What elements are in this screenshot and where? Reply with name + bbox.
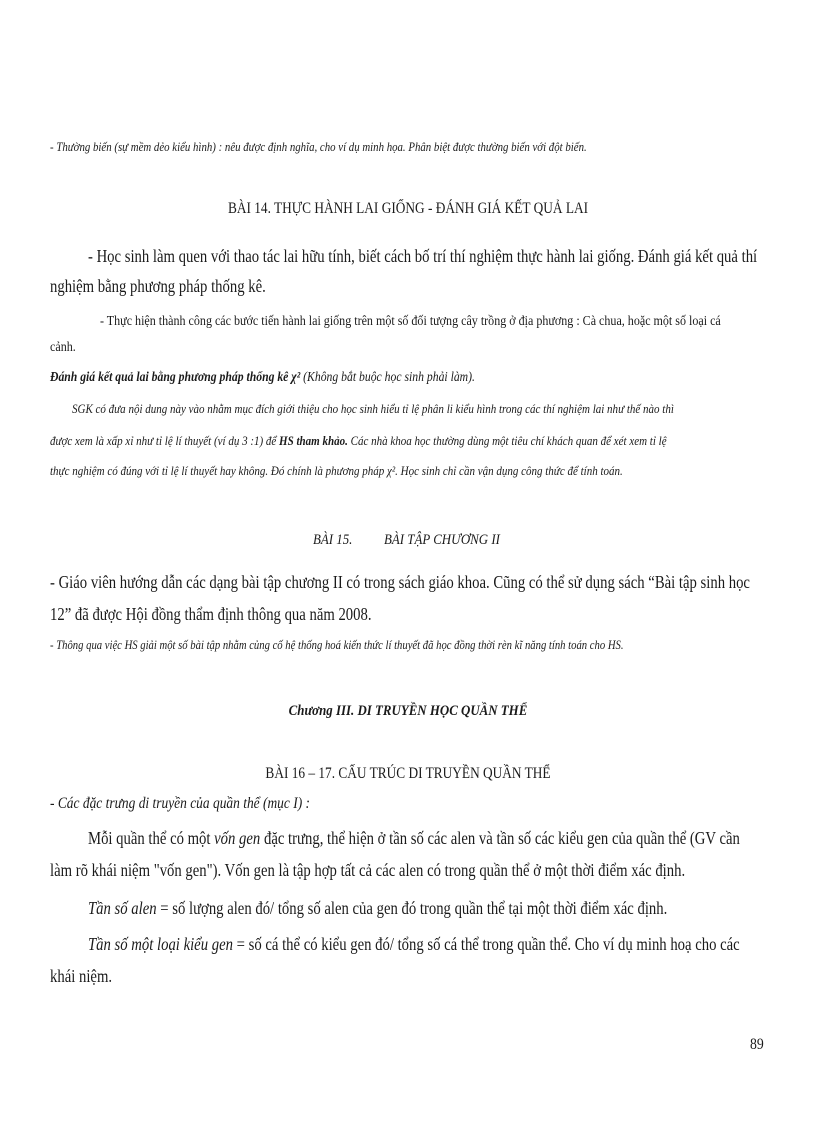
bai14-note-line-1: SGK có đưa nội dung này vào nhằm mục đích giới thiệu cho học sinh hiểu tỉ lệ phân li kiểu hình trong các thí nghiệm lai như thế nào thì (72, 402, 674, 416)
note-line-2-part-a: được xem là xấp xỉ như tỉ lệ lí thuyết (ví dụ 3 :1) để (50, 434, 280, 448)
note-line-2-bold: HS tham khảo. (279, 434, 348, 448)
bai16-subheading: - Các đặc trưng di truyền của quần thể (mục I) : (50, 795, 311, 812)
bai14-body-line-1: - Học sinh làm quen với thao tác lai hữu tính, biết cách bố trí thí nghiệm thực hành lai giống. Đánh giá kết quả thí (88, 246, 758, 266)
p3-definition: = số cá thể có kiểu gen đó/ tổng số cá thể trong quần thể. Cho ví dụ minh hoạ cho các (232, 934, 740, 954)
bai14-small-line-1: - Thực hiện thành công các bước tiến hành lai giống trên một số đối tượng cây trồng ở địa phương : Cà chua, hoặc một số loại cá (100, 314, 721, 329)
bai15-label: BÀI 15. (313, 532, 353, 548)
evaluation-bold: Đánh giá kết quả lai bằng phương pháp thống kê χ² (50, 369, 301, 384)
p1-part-c: đặc trưng, thể hiện ở tần số các alen và tần số các kiểu gen của quần thể (GV cần (260, 828, 740, 848)
bai16-title: BÀI 16 – 17. CẤU TRÚC DI TRUYỀN QUẦN THỂ (265, 765, 551, 782)
note-line-2-part-c: Các nhà khoa học thường dùng một tiêu chí khách quan để xét xem tỉ lệ (347, 434, 667, 448)
bai14-note-line-2 (50, 434, 667, 449)
bai14-evaluation-heading (50, 369, 475, 385)
bai15-line-1: - Giáo viên hướng dẫn các dạng bài tập chương II có trong sách giáo khoa. Cũng có thể sử dụng sách “Bài tập sinh học (50, 572, 750, 592)
intro-variation-line: - Thường biến (sự mềm dẻo kiểu hình) : nêu được định nghĩa, cho ví dụ minh họa. Phân biệt được thường biến với đột biến. (50, 140, 587, 154)
bai16-para-1-line-1 (88, 828, 740, 849)
p2-term-allele-frequency: Tần số alen (88, 898, 157, 918)
p1-part-a: Mỗi quần thể có một (88, 828, 215, 848)
bai14-note-line-3: thực nghiệm có đúng với tỉ lệ lí thuyết hay không. Đó chính là phương pháp χ². Học sinh chỉ cần vận dụng công thức để tính toán. (50, 464, 623, 478)
bai16-para-1-line-2: làm rõ khái niệm "vốn gen"). Vốn gen là tập hợp tất cả các alen có trong quần thể ở một thời điểm xác định. (50, 860, 686, 880)
bai16-para-3-line-1 (88, 934, 740, 955)
p1-term-gene-pool: vốn gen (214, 828, 261, 848)
p3-term-genotype-frequency: Tần số một loại kiểu gen (88, 934, 233, 954)
bai16-para-2 (88, 898, 667, 919)
bai15-line-3: - Thông qua việc HS giải một số bài tập nhằm củng cố hệ thống hoá kiến thức lí thuyết đã học đồng thời rèn kĩ năng tính toán cho HS. (50, 638, 624, 652)
bai16-para-3-line-2: khái niệm. (50, 966, 113, 986)
p2-definition: = số lượng alen đó/ tổng số alen của gen đó trong quần thể tại một thời điểm xác định. (156, 898, 668, 918)
bai14-small-line-2: cảnh. (50, 340, 76, 355)
bai15-line-2: 12” đã được Hội đồng thẩm định thông qua năm 2008. (50, 604, 372, 624)
evaluation-note: (Không bắt buộc học sinh phải làm). (300, 369, 475, 384)
bai14-body-line-2: nghiệm bằng phương pháp thống kê. (50, 276, 266, 296)
chapter-3-title: Chương III. DI TRUYỀN HỌC QUẦN THỂ (288, 703, 528, 719)
bai14-title: BÀI 14. THỰC HÀNH LAI GIỐNG - ĐÁNH GIÁ KẾT QUẢ LAI (227, 200, 589, 217)
page-number: 89 (750, 1036, 764, 1053)
bai15-title: BÀI TẬP CHƯƠNG II (384, 532, 500, 548)
